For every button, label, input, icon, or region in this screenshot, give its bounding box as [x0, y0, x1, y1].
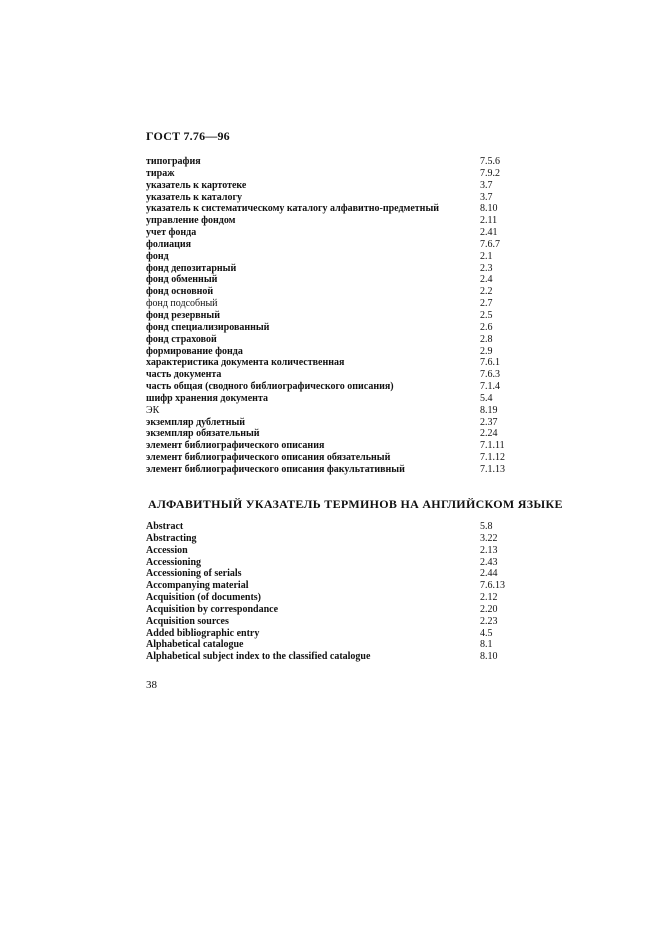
index-term: Abstract	[146, 521, 184, 532]
index-reference: 7.1.12	[480, 452, 505, 464]
index-term: Acquisition sources	[146, 615, 229, 627]
index-reference: 8.19	[480, 404, 498, 416]
index-reference: 2.3	[480, 262, 493, 274]
index-term: Accessioning	[146, 556, 201, 568]
russian-term-index	[146, 156, 526, 476]
index-term: фонд основной	[146, 286, 214, 298]
index-term: Accessioning of serials	[146, 568, 242, 580]
index-term: фонд подсобный	[146, 298, 218, 310]
index-reference: 2.7	[480, 298, 493, 310]
index-reference: 7.1.13	[480, 463, 505, 475]
index-term: характеристика документа количественная	[146, 357, 345, 369]
index-entry	[146, 651, 526, 663]
index-entry	[146, 545, 526, 557]
index-term: тираж	[146, 167, 175, 179]
index-reference: 2.23	[480, 615, 498, 627]
index-entry	[146, 263, 526, 275]
index-term: Abstracting	[146, 532, 197, 544]
index-entry	[146, 381, 526, 393]
index-entry	[146, 592, 526, 604]
index-reference: 4.5	[480, 627, 493, 639]
index-entry	[146, 604, 526, 616]
index-entry	[146, 239, 526, 251]
index-term: шифр хранения документа	[146, 392, 268, 404]
index-term: управление фондом	[146, 215, 236, 227]
index-reference: 2.41	[480, 227, 498, 239]
index-term: указатель к систематическому каталогу алфавитно-предметный	[146, 203, 440, 215]
index-term: Alphabetical subject index to the classified catalogue	[146, 651, 371, 663]
index-reference: 2.11	[480, 215, 498, 227]
index-entry	[146, 298, 526, 310]
index-term: фолиация	[146, 238, 192, 250]
index-term: Added bibliographic entry	[146, 627, 260, 639]
index-entry	[146, 405, 526, 417]
index-term: учет фонда	[146, 227, 197, 239]
index-reference: 7.5.6	[480, 156, 500, 167]
index-entry	[146, 639, 526, 651]
index-term: часть общая (сводного библиографического описания)	[146, 381, 394, 393]
index-reference: 7.6.13	[480, 580, 505, 592]
index-entry	[146, 521, 526, 533]
index-entry	[146, 464, 526, 476]
index-term: указатель к картотеке	[146, 179, 247, 191]
index-reference: 2.12	[480, 592, 498, 604]
index-reference: 7.1.4	[480, 381, 500, 393]
index-entry	[146, 357, 526, 369]
index-reference: 2.44	[480, 568, 498, 580]
index-entry	[146, 369, 526, 381]
index-reference: 7.6.7	[480, 238, 500, 250]
index-reference: 2.9	[480, 345, 493, 357]
index-reference: 3.7	[480, 191, 493, 203]
page-number: 38	[146, 679, 157, 691]
index-reference: 2.1	[480, 250, 493, 262]
index-term: экземпляр дублетный	[146, 416, 246, 428]
index-term: Acquisition by correspondance	[146, 603, 279, 615]
index-reference: 2.2	[480, 286, 493, 298]
index-entry	[146, 251, 526, 263]
index-reference: 5.4	[480, 392, 493, 404]
index-reference: 2.4	[480, 274, 493, 286]
index-reference: 3.7	[480, 179, 493, 191]
index-entry	[146, 203, 526, 215]
index-reference: 8.10	[480, 203, 498, 215]
index-entry	[146, 557, 526, 569]
index-term: экземпляр обязательный	[146, 428, 260, 440]
index-entry	[146, 428, 526, 440]
index-reference: 7.6.3	[480, 369, 500, 381]
index-term: Alphabetical catalogue	[146, 639, 244, 651]
index-reference: 7.6.1	[480, 357, 500, 369]
index-entry	[146, 580, 526, 592]
index-entry	[146, 417, 526, 429]
index-entry	[146, 334, 526, 346]
index-entry	[146, 168, 526, 180]
index-entry	[146, 227, 526, 239]
index-term: фонд резервный	[146, 309, 220, 321]
index-term: элемент библиографического описания факультативный	[146, 463, 405, 475]
index-term: формирование фонда	[146, 345, 243, 357]
index-entry	[146, 215, 526, 227]
index-term: элемент библиографического описания	[146, 440, 325, 452]
index-reference: 3.22	[480, 532, 498, 544]
index-entry	[146, 192, 526, 204]
index-term: часть документа	[146, 369, 222, 381]
index-entry	[146, 533, 526, 545]
index-entry	[146, 180, 526, 192]
section-title-english-index: АЛФАВИТНЫЙ УКАЗАТЕЛЬ ТЕРМИНОВ НА АНГЛИЙСКОМ ЯЗЫКЕ	[148, 497, 563, 511]
index-reference: 7.9.2	[480, 167, 500, 179]
index-entry	[146, 628, 526, 640]
index-term: фонд специализированный	[146, 321, 270, 333]
index-reference: 2.37	[480, 416, 498, 428]
index-term: типография	[146, 156, 201, 167]
index-reference: 5.8	[480, 521, 493, 532]
index-entry	[146, 156, 526, 168]
index-term: ЭК	[146, 404, 160, 416]
index-reference: 2.5	[480, 309, 493, 321]
index-entry	[146, 616, 526, 628]
index-reference: 2.24	[480, 428, 498, 440]
english-term-index	[146, 521, 526, 663]
index-entry	[146, 322, 526, 334]
index-entry	[146, 274, 526, 286]
index-reference: 2.6	[480, 321, 493, 333]
index-entry	[146, 440, 526, 452]
index-reference: 2.20	[480, 603, 498, 615]
index-reference: 7.1.11	[480, 440, 505, 452]
index-entry	[146, 393, 526, 405]
index-term: Accession	[146, 544, 188, 556]
index-term: фонд депозитарный	[146, 262, 237, 274]
index-term: фонд	[146, 250, 169, 262]
index-entry	[146, 286, 526, 298]
index-reference: 2.8	[480, 333, 493, 345]
index-reference: 2.13	[480, 544, 498, 556]
index-reference: 2.43	[480, 556, 498, 568]
index-entry	[146, 568, 526, 580]
index-entry	[146, 310, 526, 322]
index-reference: 8.1	[480, 639, 493, 651]
index-entry	[146, 452, 526, 464]
index-term: фонд обменный	[146, 274, 218, 286]
index-term: Accompanying material	[146, 580, 249, 592]
index-term: Acquisition (of documents)	[146, 592, 262, 604]
index-term: элемент библиографического описания обязательный	[146, 452, 391, 464]
index-term: фонд страховой	[146, 333, 217, 345]
index-term: указатель к каталогу	[146, 191, 243, 203]
document-header: ГОСТ 7.76—96	[146, 129, 230, 143]
index-entry	[146, 346, 526, 358]
index-reference: 8.10	[480, 651, 498, 663]
